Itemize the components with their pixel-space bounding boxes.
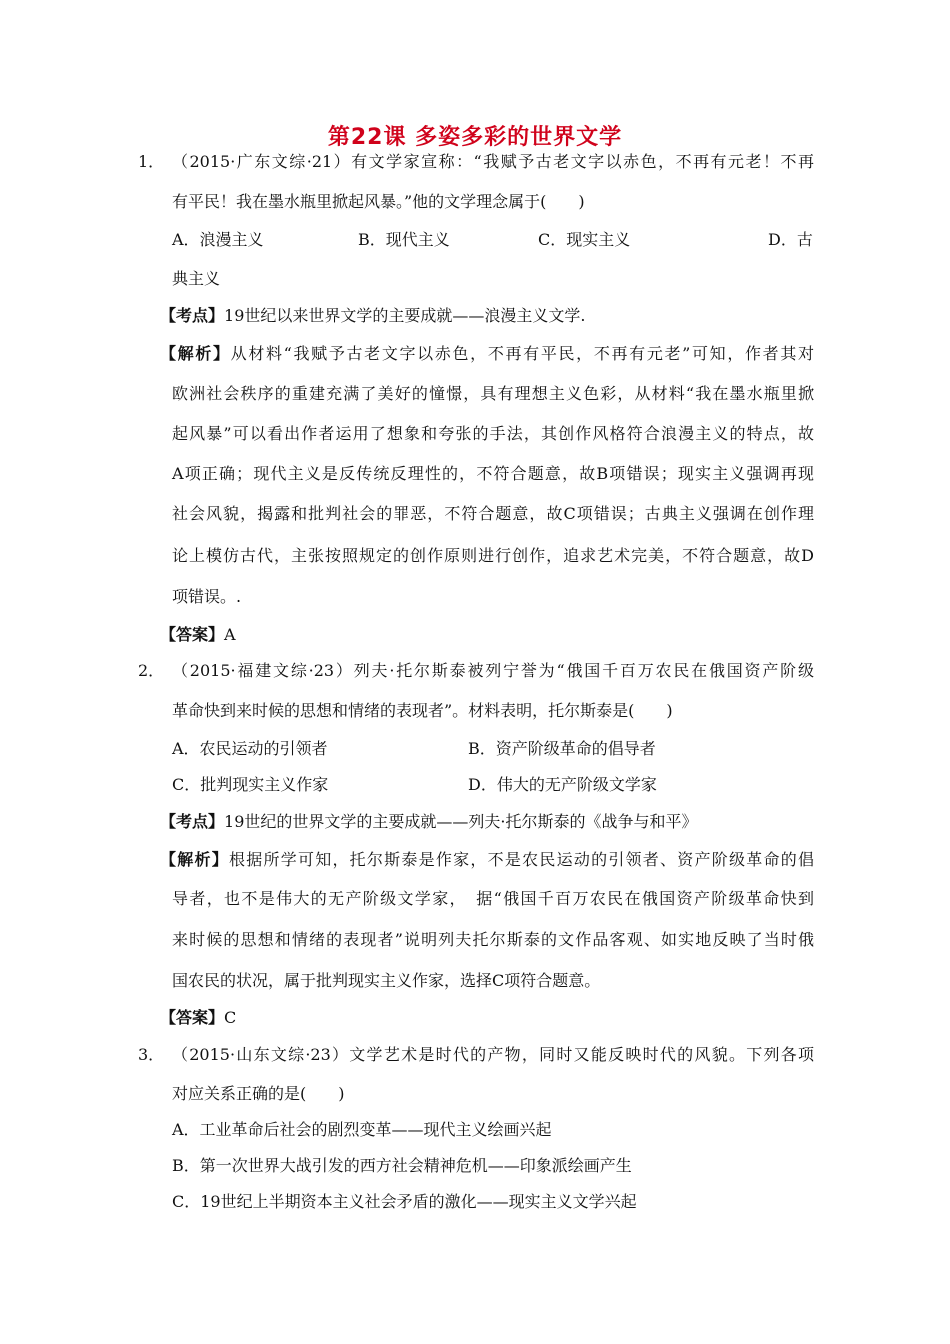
question-1-jiexi-line-1 [160, 344, 814, 364]
question-2-option-a: A．农民运动的引领者 [172, 739, 328, 758]
jiexi-label: 【解析】 [160, 344, 231, 363]
question-1-option-b: B．现代主义 [358, 230, 450, 249]
question-2-jiexi-line-2: 导者，也不是伟大的无产阶级文学家， 据“俄国千百万农民在俄国资产阶级革命快到 [172, 889, 814, 908]
jiexi-label: 【解析】 [160, 850, 229, 869]
question-2-option-b: B．资产阶级革命的倡导者 [468, 739, 656, 758]
question-1-answer [160, 625, 236, 645]
question-1-option-d-cont: 典主义 [172, 269, 221, 288]
question-2-stem-line-1: （2015·福建文综·23）列夫·托尔斯泰被列宁誉为“俄国千百万农民在俄国资产阶级 [172, 661, 814, 680]
answer-value: C [224, 1008, 237, 1027]
question-3-stem-line-1: （2015·山东文综·23）文学艺术是时代的产物，同时又能反映时代的风貌。下列各项 [172, 1045, 814, 1064]
question-2-stem-line-2: 革命快到来时候的思想和情绪的表现者”。材料表明，托尔斯泰是( ) [172, 701, 673, 720]
jiexi-text-1: 从材料“我赋予古老文字以赤色，不再有平民，不再有元老”可知，作者其对 [230, 344, 814, 363]
kaodian-label: 【考点】 [160, 812, 225, 831]
question-1-number: 1． [138, 152, 165, 171]
question-3-stem-line-2: 对应关系正确的是( ) [172, 1084, 345, 1103]
question-3-option-b: B．第一次世界大战引发的西方社会精神危机——印象派绘画产生 [172, 1156, 632, 1175]
question-1-option-a: A．浪漫主义 [172, 230, 264, 249]
kaodian-text: 19世纪的世界文学的主要成就——列夫·托尔斯泰的《战争与和平》 [224, 812, 698, 831]
question-1-option-d: D．古 [768, 230, 813, 249]
question-1-jiexi-line-4: A项正确；现代主义是反传统反理性的，不符合题意，故B项错误；现实主义强调再现 [172, 464, 814, 483]
question-3-number: 3． [138, 1045, 165, 1064]
jiexi-text-1: 根据所学可知，托尔斯泰是作家，不是农民运动的引领者、资产阶级革命的倡 [228, 850, 814, 869]
question-2-jiexi-line-4: 国农民的状况，属于批判现实主义作家，选择C项符合题意。 [172, 971, 601, 990]
question-2-option-c: C．批判现实主义作家 [172, 775, 329, 794]
question-1-stem-line-2: 有平民！我在墨水瓶里掀起风暴。”他的文学理念属于( ) [172, 192, 585, 211]
kaodian-text: 19世纪以来世界文学的主要成就——浪漫主义文学. [224, 306, 586, 325]
question-2-answer [160, 1008, 236, 1028]
question-1-jiexi-line-3: 起风暴”可以看出作者运用了想象和夸张的手法，其创作风格符合浪漫主义的特点，故 [172, 424, 814, 443]
page-title: 第22课 多姿多彩的世界文学 [327, 125, 623, 150]
question-1-stem-line-1: （2015·广东文综·21）有文学家宣称：“我赋予古老文字以赤色，不再有元老！不再 [172, 152, 814, 171]
question-3-option-c: C．19世纪上半期资本主义社会矛盾的激化——现实主义文学兴起 [172, 1192, 637, 1211]
question-1-option-c: C．现实主义 [538, 230, 631, 249]
question-1-jiexi-line-6: 论上模仿古代，主张按照规定的创作原则进行创作，追求艺术完美，不符合题意，故D [172, 546, 814, 565]
question-2-option-d: D．伟大的无产阶级文学家 [468, 775, 657, 794]
question-2-jiexi-line-1 [160, 850, 814, 870]
answer-label: 【答案】 [160, 1008, 225, 1027]
question-2-kaodian [160, 812, 697, 832]
question-3-option-a: A．工业革命后社会的剧烈变革——现代主义绘画兴起 [172, 1120, 552, 1139]
question-1-kaodian [160, 306, 585, 326]
question-2-number: 2． [138, 661, 165, 680]
question-1-jiexi-line-5: 社会风貌，揭露和批判社会的罪恶，不符合题意，故C项错误；古典主义强调在创作理 [172, 504, 814, 523]
question-1-jiexi-line-7: 项错误。. [172, 587, 242, 606]
answer-value: A [224, 625, 236, 644]
answer-label: 【答案】 [160, 625, 225, 644]
kaodian-label: 【考点】 [160, 306, 225, 325]
question-2-jiexi-line-3: 来时候的思想和情绪的表现者”说明列夫托尔斯泰的文作品客观、如实地反映了当时俄 [172, 930, 814, 949]
question-1-jiexi-line-2: 欧洲社会秩序的重建充满了美好的憧憬，具有理想主义色彩，从材料“我在墨水瓶里掀 [172, 384, 814, 403]
